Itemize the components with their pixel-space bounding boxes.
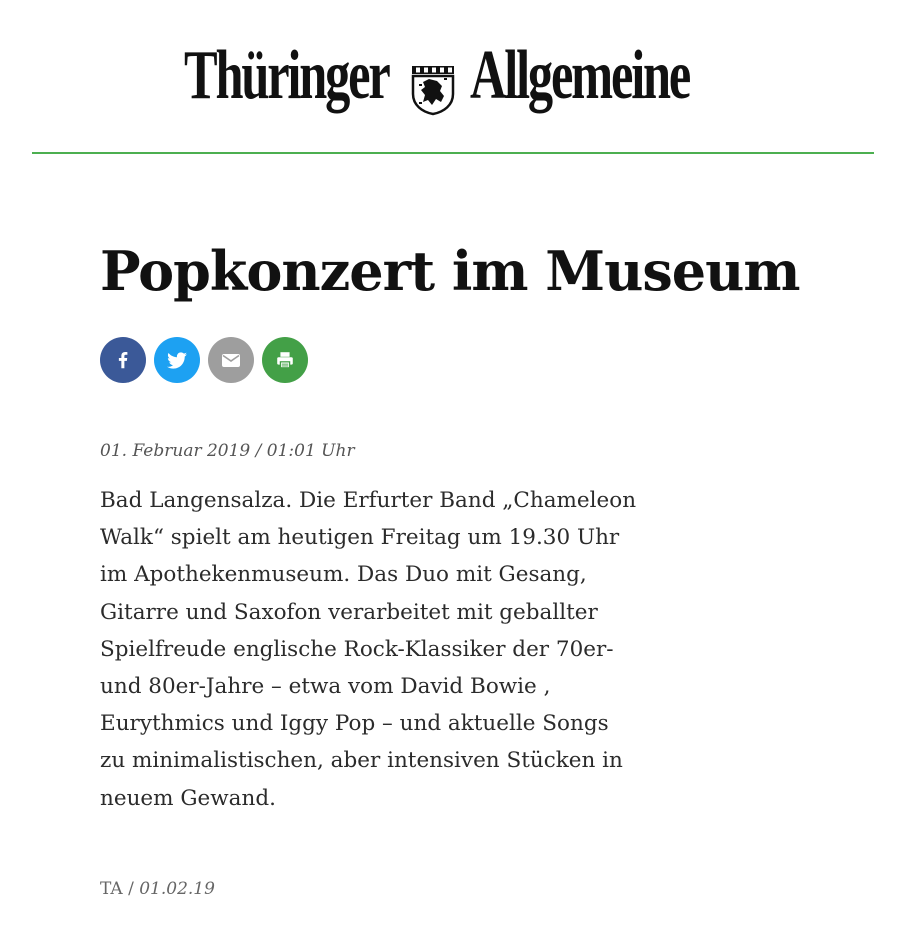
- credit-date: 01.02.19: [139, 879, 215, 899]
- credit-source: TA: [100, 879, 123, 899]
- mail-icon: [219, 348, 243, 372]
- share-twitter-button[interactable]: [154, 337, 200, 383]
- article-body-line: Gitarre und Saxofon verarbeitet mit geballter: [100, 599, 598, 625]
- twitter-icon: [165, 348, 189, 372]
- share-bar: [100, 337, 308, 383]
- logo-wordmark-left: Thüringer: [184, 37, 389, 114]
- article-body-line: im Apothekenmuseum. Das Duo mit Gesang,: [100, 562, 587, 588]
- print-icon: [274, 349, 296, 371]
- logo-wordmark-right: Allgemeine: [470, 37, 690, 114]
- article-headline: Popkonzert im Museum: [100, 239, 800, 303]
- share-print-button[interactable]: [262, 337, 308, 383]
- masthead-divider: [32, 152, 874, 154]
- share-facebook-button[interactable]: [100, 337, 146, 383]
- article-body-line: und 80er-Jahre – etwa vom David Bowie ,: [100, 674, 551, 700]
- article-credit: [100, 876, 215, 902]
- article-body-line: Eurythmics und Iggy Pop – und aktuelle Songs: [100, 711, 609, 737]
- article-body: [100, 482, 700, 817]
- article-body-line: neuem Gewand.: [100, 785, 276, 811]
- facebook-icon: [112, 349, 134, 371]
- share-mail-button[interactable]: [208, 337, 254, 383]
- article-body-line: zu minimalistischen, aber intensiven Stücken in: [100, 748, 623, 774]
- masthead: [0, 30, 918, 140]
- coat-of-arms-icon: [410, 64, 456, 116]
- article-body-line: Walk“ spielt am heutigen Freitag um 19.30 Uhr: [100, 525, 620, 551]
- article-dateline: 01. Februar 2019 / 01:01 Uhr: [100, 441, 355, 461]
- article-body-line: Bad Langensalza. Die Erfurter Band „Chameleon: [100, 488, 637, 513]
- article-body-line: Spielfreude englische Rock-Klassiker der 70er-: [100, 636, 614, 662]
- credit-separator: /: [122, 879, 140, 899]
